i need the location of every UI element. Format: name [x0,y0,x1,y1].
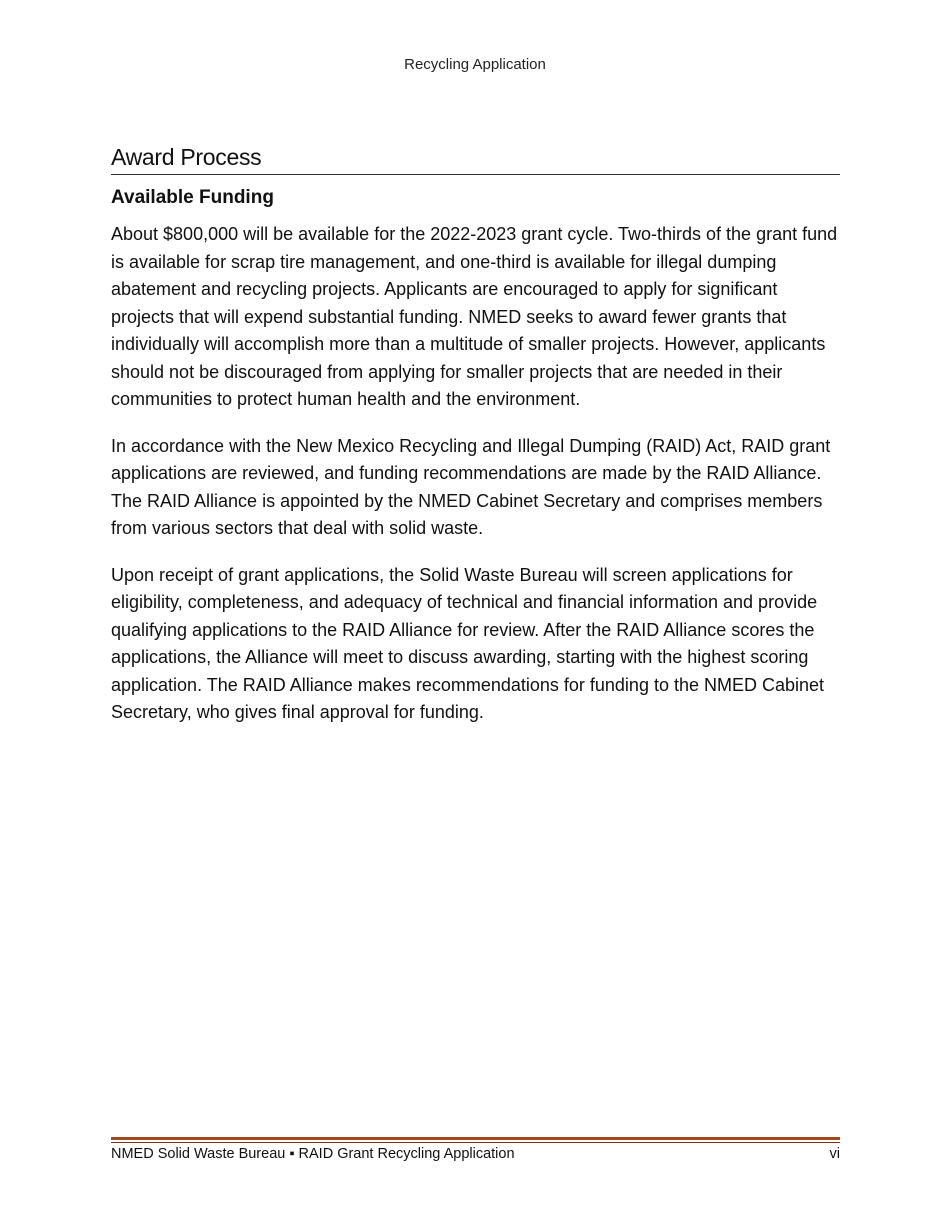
footer-text-row [111,1146,840,1162]
running-header: Recycling Application [404,56,546,73]
footer-title: NMED Solid Waste Bureau ▪ RAID Grant Recycling Application [111,1146,515,1162]
subsection-title: Available Funding [111,187,274,208]
page-content [111,142,840,746]
paragraph-funding: About $800,000 will be available for the 2022-2023 grant cycle. Two-thirds of the grant fund is available for scrap tire management, and one-third is available for illegal dumping abatement and recycling projects. Applicants are encouraged to apply for significant projects that will expend substantial funding. NMED seeks to award fewer grants that individually will accomplish more than a multitude of smaller projects. However, applicants should not be discouraged from applying for smaller projects that are needed in their communities to protect human health and the environment. [111,224,838,409]
page-number: vi [829,1146,840,1162]
footer-rule [111,1137,840,1140]
paragraph-raid-act: In accordance with the New Mexico Recycling and Illegal Dumping (RAID) Act, RAID grant applications are reviewed, and funding recommendations are made by the RAID Alliance. The RAID Alliance is appointed by the NMED Cabinet Secretary and comprises members from various sectors that deal with solid waste. [111,435,831,538]
paragraph-review-process: Upon receipt of grant applications, the Solid Waste Bureau will screen applications for eligibility, completeness, and adequacy of technical and financial information and provide qualifying applications to the RAID Alliance for review. After the RAID Alliance scores the applications, the Alliance will meet to discuss awarding, starting with the highest scoring application. The RAID Alliance makes recommendations for funding to the NMED Cabinet Secretary, who gives final approval for funding. [111,564,825,722]
footer-rule-thin [111,1142,840,1143]
page-footer [111,1137,840,1162]
section-title: Award Process [111,142,840,175]
